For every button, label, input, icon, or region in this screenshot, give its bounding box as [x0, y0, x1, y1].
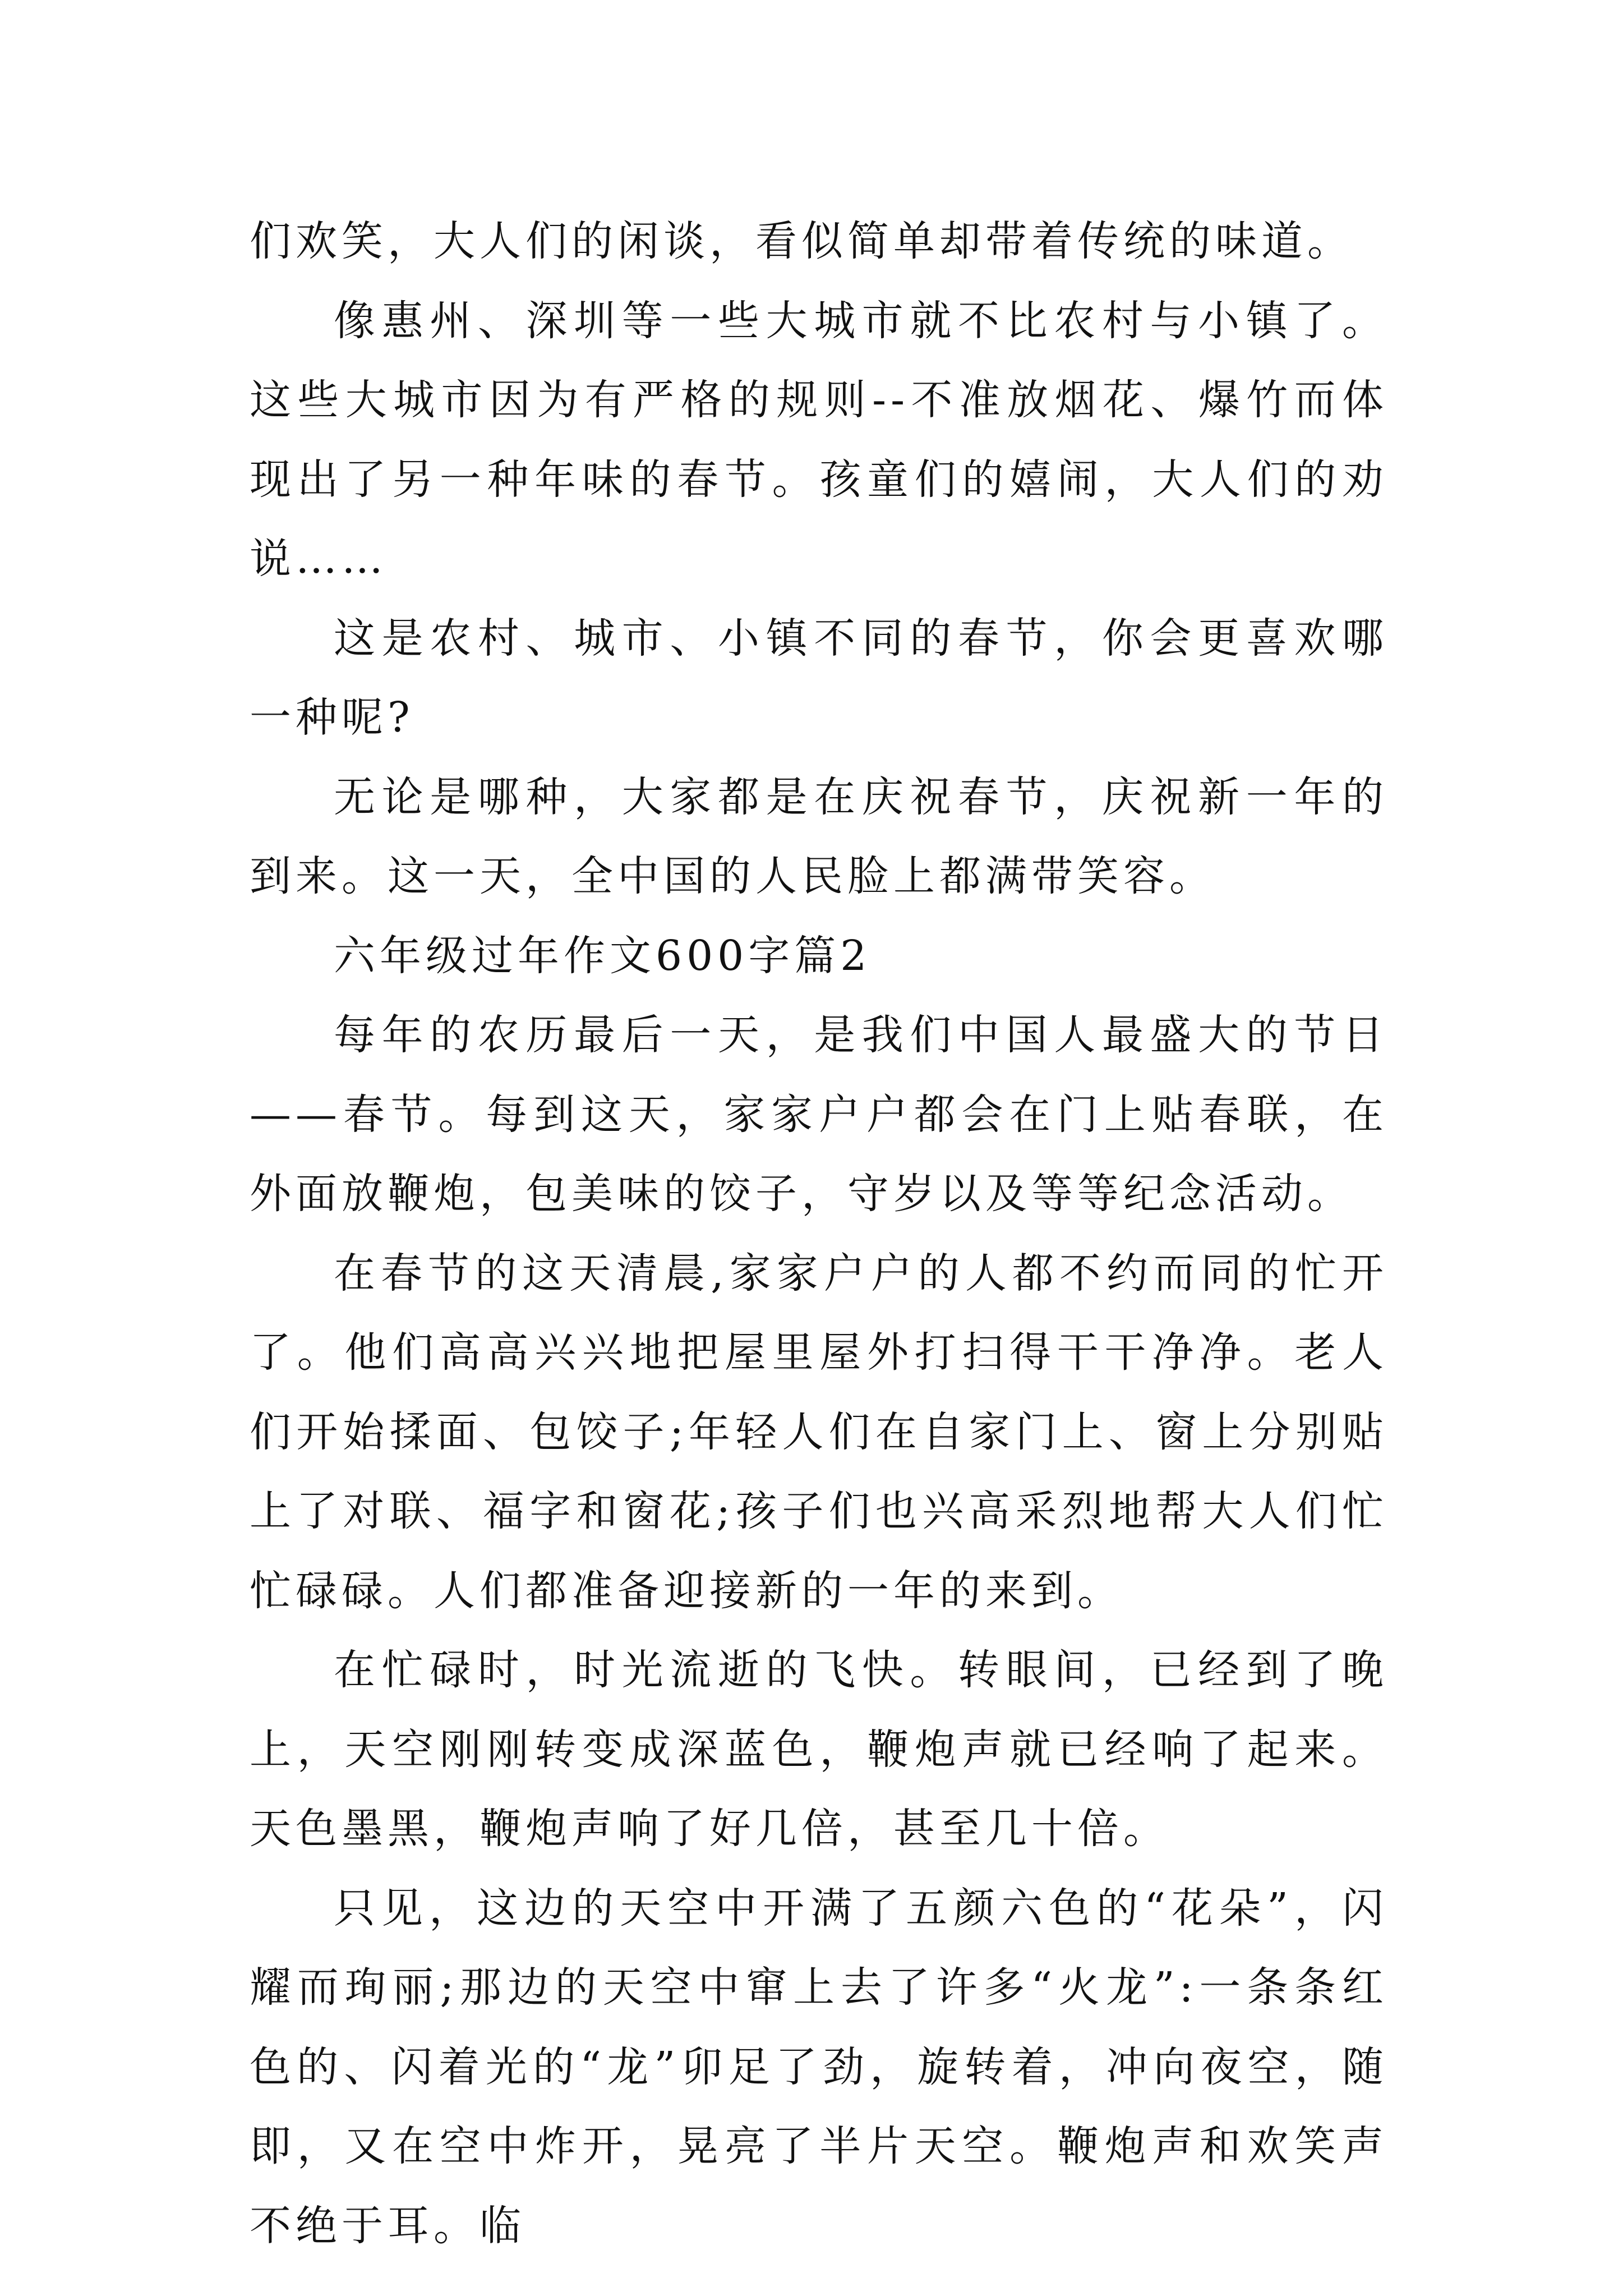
section-heading: 六年级过年作文600字篇2 [334, 931, 872, 980]
paragraph-celebration-summary: 无论是哪种，大家都是在庆祝春节，庆祝新一年的到来。这一天，全中国的人民脸上都满带笑容。 [250, 772, 1388, 900]
paragraph-spring-festival-intro: 每年的农历最后一天，是我们中国人最盛大的节日——春节。每到这天，家家户户都会在门上贴春联，在外面放鞭炮，包美味的饺子，守岁以及等等纪念活动。 [250, 1011, 1388, 1218]
paragraph-morning-preparation: 在春节的这天清晨,家家户户的人都不约而同的忙开了。他们高高兴兴地把屋里屋外打扫得干干净净。老人们开始揉面、包饺子;年轻人们在自家门上、窗上分别贴上了对联、福字和窗花;孩子们也兴高采烈地帮大人们忙忙碌碌。人们都准备迎接新的一年的来到。 [250, 1249, 1388, 1615]
paragraph-evening-firecrackers: 在忙碌时，时光流逝的飞快。转眼间，已经到了晚上，天空刚刚转变成深蓝色，鞭炮声就已经响了起来。天色墨黑，鞭炮声响了好几倍，甚至几十倍。 [250, 1646, 1388, 1853]
paragraph-continuation: 们欢笑，大人们的闲谈，看似简单却带着传统的味道。 [250, 217, 1353, 265]
paragraph-city-celebration: 像惠州、深圳等一些大城市就不比农村与小镇了。这些大城市因为有严格的规则--不准放烟花、爆竹而体现出了另一种年味的春节。孩童们的嬉闹，大人们的劝说…… [250, 296, 1388, 583]
paragraph-question: 这是农村、城市、小镇不同的春节，你会更喜欢哪一种呢? [250, 614, 1388, 742]
paragraph-fireworks-scene: 只见，这边的天空中开满了五颜六色的“花朵”，闪耀而珣丽;那边的天空中窜上去了许多“火龙”:一条条红色的、闪着光的“龙”卯足了劲，旋转着，冲向夜空，随即，又在空中炸开，晃亮了半片天空。鞭炮声和欢笑声不绝于耳。临 [250, 1884, 1388, 2250]
document-body [250, 202, 1388, 2266]
